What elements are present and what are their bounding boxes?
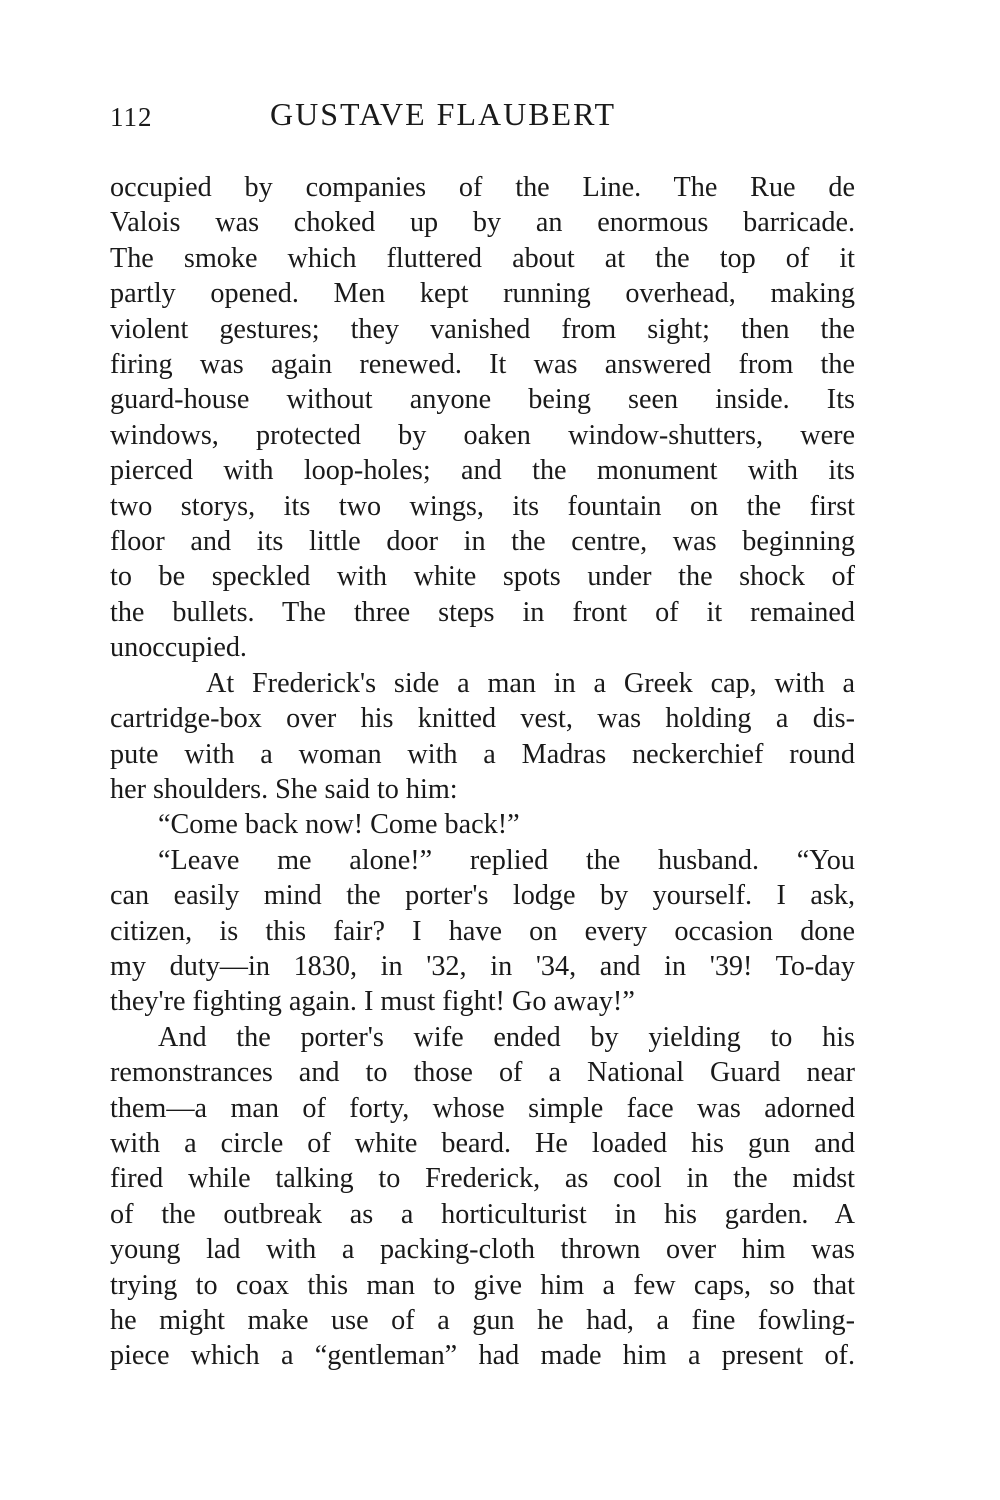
- paragraph: [110, 1020, 855, 1374]
- text-line: “Leave me alone!” replied the husband. “You: [158, 844, 855, 876]
- page-number: 112: [110, 102, 153, 132]
- paragraph: [110, 843, 855, 1020]
- text-line: Valois was choked up by an enormous barricade.: [110, 207, 855, 239]
- text-line: violent gestures; they vanished from sight; then the: [110, 313, 855, 345]
- text-line: windows, protected by oaken window-shutters, were: [110, 419, 855, 451]
- book-page: [110, 96, 855, 1374]
- text-line: of the outbreak as a horticulturist in his garden. A: [110, 1198, 855, 1230]
- text-line: trying to coax this man to give him a few caps, so that: [110, 1269, 855, 1301]
- paragraph: [110, 807, 855, 842]
- text-line: piece which a “gentleman” had made him a present of.: [110, 1340, 855, 1372]
- text-line: “Come back now! Come back!”: [158, 809, 520, 841]
- text-line: them—a man of forty, whose simple face was adorned: [110, 1092, 855, 1124]
- text-line: remonstrances and to those of a National Guard near: [110, 1057, 855, 1089]
- body-text: [110, 170, 855, 1374]
- paragraph: [110, 666, 855, 808]
- text-line: with a circle of white beard. He loaded his gun and: [110, 1127, 855, 1159]
- text-line: the bullets. The three steps in front of it remained: [110, 596, 855, 628]
- text-line: pute with a woman with a Madras neckerchief round: [110, 738, 855, 770]
- text-line: fired while talking to Frederick, as cool in the midst: [110, 1163, 855, 1195]
- text-line: young lad with a packing-cloth thrown over him was: [110, 1234, 855, 1266]
- text-line: he might make use of a gun he had, a fine fowling-: [110, 1305, 855, 1336]
- text-line: floor and its little door in the centre, was beginning: [110, 526, 855, 558]
- running-title: GUSTAVE FLAUBERT: [270, 96, 617, 132]
- text-line: And the porter's wife ended by yielding to his: [158, 1021, 855, 1053]
- text-line: my duty—in 1830, in '32, in '34, and in '39! To-day: [110, 950, 855, 982]
- text-line: they're fighting again. I must fight! Go away!”: [110, 986, 635, 1018]
- text-line: unoccupied.: [110, 632, 247, 664]
- text-line: two storys, its two wings, its fountain on the first: [110, 490, 855, 522]
- text-line: partly opened. Men kept running overhead, making: [110, 278, 855, 310]
- text-line: can easily mind the porter's lodge by yourself. I ask,: [110, 880, 855, 912]
- text-line: firing was again renewed. It was answered from the: [110, 349, 855, 381]
- text-line: her shoulders. She said to him:: [110, 773, 458, 805]
- text-line: At Frederick's side a man in a Greek cap, with a: [206, 667, 855, 699]
- text-line: guard-house without anyone being seen inside. Its: [110, 384, 855, 416]
- text-line: pierced with loop-holes; and the monument with its: [110, 455, 855, 487]
- text-line: to be speckled with white spots under the shock of: [110, 561, 855, 593]
- text-line: citizen, is this fair? I have on every occasion done: [110, 915, 855, 947]
- text-line: The smoke which fluttered about at the top of it: [110, 242, 855, 274]
- text-line: cartridge-box over his knitted vest, was holding a dis-: [110, 703, 855, 735]
- running-head: [110, 96, 855, 146]
- text-line: occupied by companies of the Line. The Rue de: [110, 172, 855, 203]
- paragraph: [110, 170, 855, 666]
